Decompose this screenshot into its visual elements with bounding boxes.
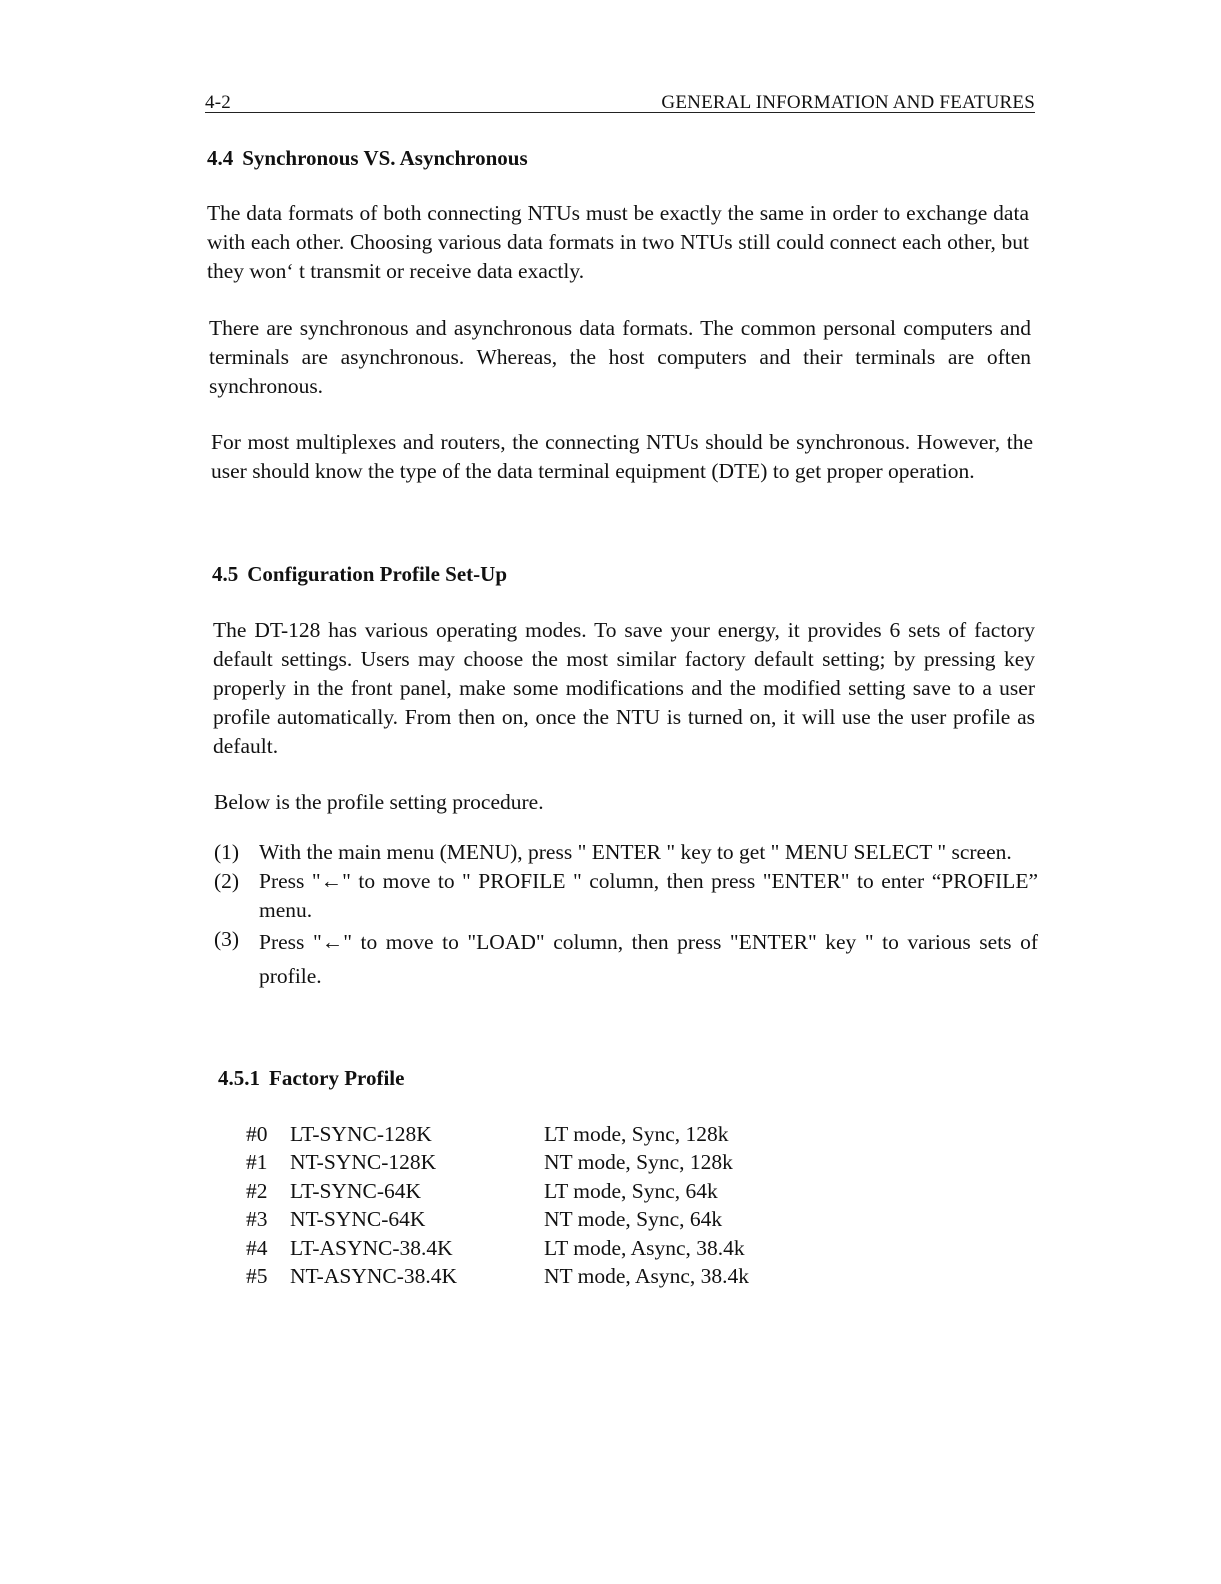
profile-description: NT mode, Async, 38.4k [544, 1264, 750, 1289]
profile-description: NT mode, Sync, 128k [544, 1150, 733, 1175]
section-title: Synchronous VS. Asynchronous [242, 146, 528, 170]
profile-name: LT-ASYNC-38.4K [290, 1235, 453, 1260]
factory-profile-table [246, 1120, 749, 1291]
section-number: 4.5 [212, 562, 239, 586]
table-row [246, 1177, 749, 1206]
section-number: 4.4 [207, 146, 234, 170]
list-item [214, 925, 1038, 993]
paragraph: Below is the profile setting procedure. [214, 790, 544, 814]
paragraph: The DT-128 has various operating modes. To save your energy, it provides 6 sets of factory default settings. Users may choose the most similar factory default setting; by pressing key properly in the front panel, make some modifications and the modified setting save to a user profile automatically. From then on, once the NTU is turned on, it will use the user profile as default. [213, 618, 1035, 758]
list-item [214, 838, 1038, 867]
section-title: Configuration Profile Set-Up [247, 562, 508, 586]
procedure-steps [214, 838, 1038, 993]
paragraph: There are synchronous and asynchronous data formats. The common personal computers and terminals are asynchronous. Whereas, the host computers and their terminals are often synchronous. [209, 316, 1031, 398]
step-number: (3) [214, 927, 240, 951]
profile-name: NT-SYNC-128K [290, 1150, 437, 1175]
profile-code: #4 [246, 1235, 268, 1260]
step-text: With the main menu (MENU), press " ENTER " key to get " MENU SELECT " screen. [259, 840, 1012, 864]
profile-name: NT-ASYNC-38.4K [290, 1264, 458, 1289]
step-text: Press "←" to move to " PROFILE " column, then press "ENTER" to enter “PROFILE” menu. [259, 869, 1038, 922]
step-number: (1) [214, 840, 240, 864]
table-row [246, 1206, 749, 1235]
table-row [246, 1149, 749, 1178]
paragraph: For most multiplexes and routers, the connecting NTUs should be synchronous. However, the user should know the type of the data terminal equipment (DTE) to get proper operation. [211, 430, 1033, 483]
profile-code: #5 [246, 1264, 268, 1289]
paragraph: The data formats of both connecting NTUs must be exactly the same in order to exchange data with each other. Choosing various data formats in two NTUs still could connect each other, but they won‘ t transmit or receive data exactly. [207, 201, 1029, 283]
step-number: (2) [214, 869, 240, 893]
section-title: Factory Profile [269, 1066, 405, 1090]
step-text: Press "←" to move to "LOAD" column, then press "ENTER" key " to various sets of profile. [259, 930, 1038, 988]
section-4-5-1-heading [218, 1066, 404, 1091]
table-row [246, 1120, 749, 1149]
header-rule [205, 112, 1035, 113]
profile-name: LT-SYNC-64K [290, 1178, 422, 1203]
profile-description: NT mode, Sync, 64k [544, 1207, 723, 1232]
section-4-5-heading [212, 562, 507, 587]
running-title: GENERAL INFORMATION AND FEATURES [661, 92, 1035, 113]
profile-description: LT mode, Sync, 64k [544, 1178, 718, 1203]
profile-description: LT mode, Async, 38.4k [544, 1235, 745, 1260]
profile-name: NT-SYNC-64K [290, 1207, 426, 1232]
profile-code: #2 [246, 1178, 268, 1203]
profile-name: LT-SYNC-128K [290, 1121, 432, 1146]
section-4-4-heading [207, 146, 528, 171]
page-header [205, 78, 1035, 114]
table-row [246, 1234, 749, 1263]
profile-code: #3 [246, 1207, 268, 1232]
profile-code: #1 [246, 1150, 268, 1175]
profile-description: LT mode, Sync, 128k [544, 1121, 729, 1146]
list-item [214, 867, 1038, 925]
table-row [246, 1263, 749, 1292]
section-number: 4.5.1 [218, 1066, 260, 1090]
page-number: 4-2 [205, 92, 231, 113]
profile-code: #0 [246, 1121, 268, 1146]
